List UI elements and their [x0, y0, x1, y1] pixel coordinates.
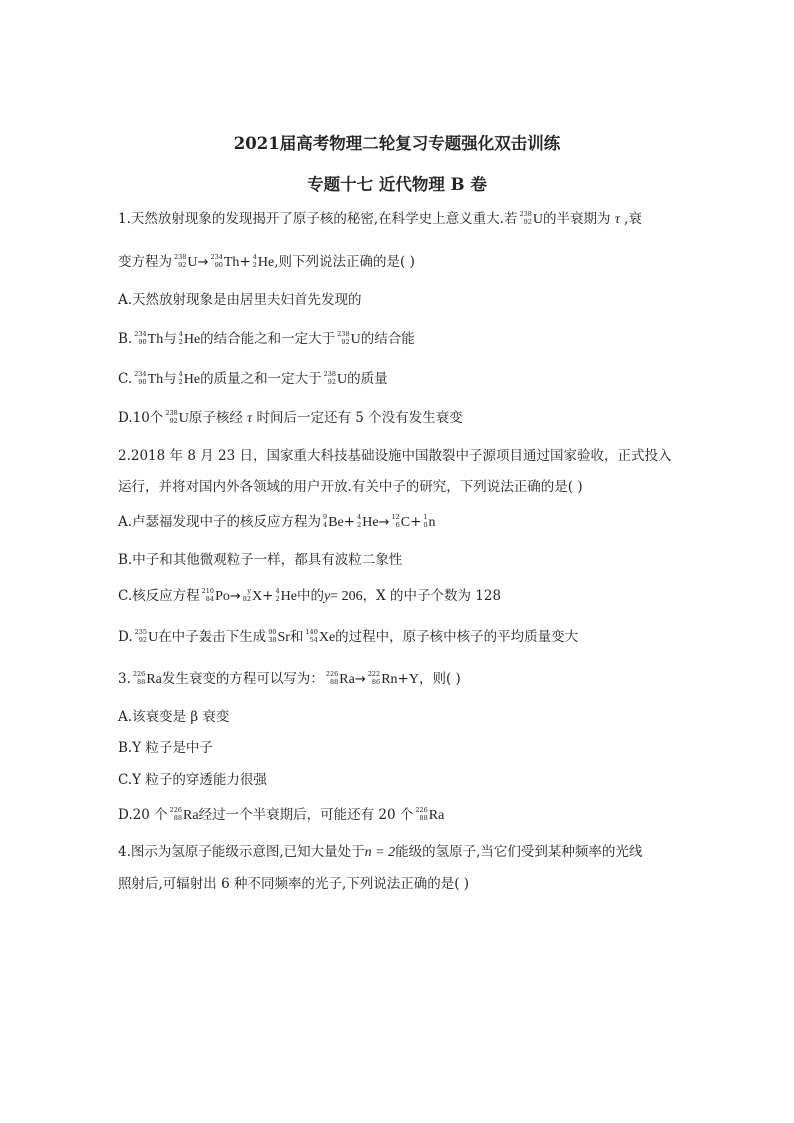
text-fragment: +: [262, 588, 274, 604]
text-fragment: 在中子轰击下生成: [158, 629, 267, 645]
text-fragment: 4: [178, 330, 183, 338]
nuclide-notation: [165, 410, 177, 425]
text-fragment: Y: [408, 672, 419, 687]
q1-option-d: [118, 409, 463, 428]
text-fragment: 90: [138, 337, 147, 346]
text-fragment: 92: [169, 416, 178, 425]
nuclide-notation: [134, 331, 146, 346]
q2-option-b: B.中子和其他微观粒子一样，都具有波粒二象性: [118, 552, 403, 568]
text-fragment: C.: [118, 371, 133, 387]
nuclide-notation: [275, 588, 279, 603]
text-fragment: →: [378, 515, 390, 530]
text-fragment: 中的: [296, 588, 324, 604]
text-fragment: 4: [178, 370, 183, 378]
text-fragment: 发生衰变的方程可以写为：: [161, 671, 324, 687]
q3-option-c: C.Y 粒子的穿透能力很强: [118, 772, 267, 788]
text-fragment: 234: [134, 370, 147, 378]
text-fragment: C: [400, 515, 411, 530]
text-fragment: 235: [134, 628, 148, 636]
tau-symbol: τ: [614, 212, 620, 227]
text-fragment: y: [323, 589, 331, 604]
text-fragment: 90: [138, 377, 147, 386]
text-fragment: He: [362, 515, 379, 530]
text-fragment: 的半衰期为: [543, 211, 611, 227]
text-fragment: 2: [178, 337, 183, 346]
text-fragment: 4: [357, 513, 362, 521]
text-fragment: ，X 的中子个数为 128: [362, 588, 502, 604]
text-fragment: Th: [147, 332, 164, 347]
nuclide-notation: [243, 588, 251, 603]
nuclide-notation: [324, 371, 336, 386]
q1-option-b: [118, 330, 415, 349]
document-title: 2021届高考物理二轮复习专题强化双击训练: [233, 134, 561, 153]
text-fragment: = 206: [330, 589, 363, 604]
text-fragment: U: [350, 332, 361, 347]
nuclide-u238: [519, 211, 531, 226]
q3-option-a: A.该衰变是 β 衰变: [118, 709, 230, 725]
q3-option-b: B.Y 粒子是中子: [118, 740, 213, 756]
text-fragment: 88: [330, 677, 339, 686]
text-fragment: U: [337, 372, 348, 387]
text-fragment: 1: [423, 513, 428, 521]
text-fragment: 时间后一定还有 5 个没有发生衰变: [256, 410, 463, 426]
q2-option-a: [118, 513, 436, 532]
text-fragment: →: [354, 672, 366, 687]
text-fragment: 88: [419, 813, 428, 822]
nuclide-notation: [170, 807, 182, 822]
text-fragment: ,则下列说法正确的是( ): [274, 254, 415, 270]
text-fragment: D.: [118, 629, 133, 645]
q3-stem: [118, 670, 461, 689]
nuclide-notation: [133, 671, 145, 686]
text-fragment: 9: [323, 513, 328, 521]
text-fragment: 226: [415, 806, 428, 814]
text-fragment: Ra: [339, 672, 355, 687]
text-fragment: 2: [178, 377, 183, 386]
text-fragment: 90: [268, 628, 277, 636]
text-fragment: +: [343, 514, 356, 530]
text-fragment: 234: [210, 253, 223, 261]
text-fragment: 和: [289, 629, 304, 645]
nuclide-notation: [337, 331, 349, 346]
text-fragment: Ra: [146, 672, 162, 687]
text-fragment: 92: [327, 377, 337, 386]
text-fragment: ,衰: [624, 211, 642, 227]
text-fragment: 210: [201, 587, 215, 595]
nuclide-notation: [134, 371, 146, 386]
text-fragment: 238: [165, 409, 178, 417]
text-fragment: 的质量: [347, 371, 388, 387]
text-fragment: 234: [134, 330, 147, 338]
q2-option-c: [118, 587, 501, 606]
q2-option-d: [118, 628, 578, 647]
text-fragment: He: [183, 332, 201, 347]
text-fragment: 4: [323, 520, 328, 529]
text-fragment: 92: [523, 217, 532, 226]
document-subtitle: 专题十七 近代物理 B 卷: [307, 175, 487, 194]
text-fragment: 的结合能之和一定大于: [200, 331, 336, 347]
text-fragment: He: [280, 589, 297, 604]
text-fragment: 能级的氢原子,当它们受到某种频率的光线: [395, 844, 643, 860]
text-fragment: Th: [223, 255, 240, 270]
q1-stem-line1: [118, 210, 642, 229]
text-fragment: 的质量之和一定大于: [200, 371, 322, 387]
q4-stem-line1: [118, 843, 642, 862]
text-fragment: 与: [163, 371, 177, 387]
text-fragment: 0: [423, 520, 428, 529]
text-fragment: 2: [252, 260, 257, 269]
text-fragment: 140: [305, 628, 318, 636]
text-fragment: 84: [205, 594, 215, 603]
text-fragment: Xe: [318, 630, 336, 645]
nuclide-notation: [135, 629, 147, 644]
nuclide-notation: [210, 254, 222, 269]
text-fragment: B.: [118, 331, 133, 347]
text-fragment: n = 2: [364, 845, 396, 860]
text-fragment: 12: [391, 513, 400, 521]
text-fragment: 92: [178, 260, 187, 269]
text-fragment: 86: [371, 677, 381, 686]
text-fragment: →: [197, 255, 209, 270]
text-fragment: 82: [242, 594, 252, 603]
text-fragment: Po: [215, 589, 230, 604]
nuclide-notation: [253, 254, 257, 269]
text-fragment: 与: [163, 331, 177, 347]
text-fragment: Ra: [183, 808, 199, 823]
text-fragment: 90: [214, 260, 223, 269]
text-fragment: 6: [395, 520, 400, 529]
q3-option-d: [118, 806, 444, 825]
text-fragment: C.核反应方程: [118, 588, 200, 604]
q1-option-c: [118, 370, 388, 389]
nuclide-notation: [323, 514, 327, 529]
text-fragment: 238: [337, 330, 350, 338]
text-fragment: 4.图示为氢原子能级示意图,已知大量处于: [118, 844, 365, 860]
text-fragment: He: [183, 372, 201, 387]
text-fragment: Rn: [381, 672, 398, 687]
text-fragment: 的结合能: [360, 331, 415, 347]
text-fragment: Th: [147, 372, 164, 387]
text-fragment: 的过程中，原子核中核子的平均质量变大: [335, 629, 579, 645]
text-fragment: ，则( ): [418, 671, 461, 687]
text-fragment: Be: [328, 515, 344, 530]
q4-stem-line2: 照射后,可辐射出 6 种不同频率的光子,下列说法正确的是( ): [118, 876, 470, 892]
text-fragment: Ra: [428, 808, 445, 823]
text-fragment: 226: [325, 670, 339, 678]
q2-stem-line2: 运行，并将对国内外各领域的用户开放.有关中子的研究，下列说法正确的是( ): [118, 479, 583, 495]
text-fragment: 变方程为: [118, 254, 172, 270]
text-fragment: 92: [138, 635, 148, 644]
text-fragment: 222: [367, 670, 381, 678]
text-fragment: +: [410, 514, 422, 530]
text-fragment: 226: [132, 670, 146, 678]
text-fragment: U: [148, 630, 159, 645]
nuclide-notation: [423, 514, 427, 529]
text-fragment: 2: [357, 520, 362, 529]
text-fragment: A.卢瑟福发现中子的核反应方程为: [118, 514, 322, 530]
text-fragment: D.10个: [118, 410, 164, 426]
text-fragment: X: [252, 589, 263, 604]
text-fragment: 4: [275, 587, 280, 595]
text-fragment: +: [397, 671, 409, 687]
text-fragment: 88: [137, 677, 146, 686]
nuclide-notation: [305, 629, 317, 644]
nuclide-notation: [268, 629, 276, 644]
text-fragment: 238: [519, 210, 532, 218]
text-fragment: →: [229, 589, 241, 604]
text-fragment: 3.: [118, 671, 131, 687]
text-fragment: 38: [268, 635, 277, 644]
nuclide-notation: [174, 254, 186, 269]
text-fragment: U: [187, 255, 198, 270]
nuclide-notation: [357, 514, 361, 529]
text-fragment: n: [428, 515, 436, 530]
text-fragment: 4: [252, 253, 257, 261]
text-fragment: 经过一个半衰期后，可能还有 20 个: [198, 807, 414, 823]
q1-option-a: A.天然放射现象是由居里夫妇首先发现的: [118, 292, 362, 308]
nuclide-notation: [202, 588, 214, 603]
text-fragment: Sr: [277, 630, 290, 645]
text-fragment: 226: [169, 806, 183, 814]
text-fragment: D.20 个: [118, 807, 168, 823]
nuclide-notation: [391, 514, 399, 529]
text-fragment: U: [178, 411, 189, 426]
text-fragment: +: [239, 254, 251, 270]
text-fragment: 238: [323, 370, 337, 378]
text-fragment: 92: [341, 337, 350, 346]
text-fragment: τ: [247, 411, 253, 426]
nuclide-notation: [179, 371, 183, 386]
text-fragment: 238: [174, 253, 187, 261]
q1-stem-line2: [118, 253, 415, 272]
text-fragment: 1.天然放射现象的发现揭开了原子核的秘密,在科学史上意义重大.若: [118, 211, 518, 227]
text-fragment: y: [247, 587, 252, 595]
nuclide-notation: [368, 671, 380, 686]
text-fragment: 54: [309, 635, 318, 644]
nuclide-notation: [326, 671, 338, 686]
q2-stem-line1: 2.2018 年 8 月 23 日，国家重大科技基础设施中国散裂中子源项目通过国家验收，正式投入: [118, 448, 672, 464]
text-fragment: U: [532, 212, 544, 227]
text-fragment: 原子核经: [188, 410, 243, 426]
nuclide-notation: [415, 807, 427, 822]
text-fragment: He: [257, 255, 275, 270]
text-fragment: 2: [275, 594, 280, 603]
text-fragment: 88: [173, 813, 183, 822]
nuclide-notation: [179, 331, 183, 346]
